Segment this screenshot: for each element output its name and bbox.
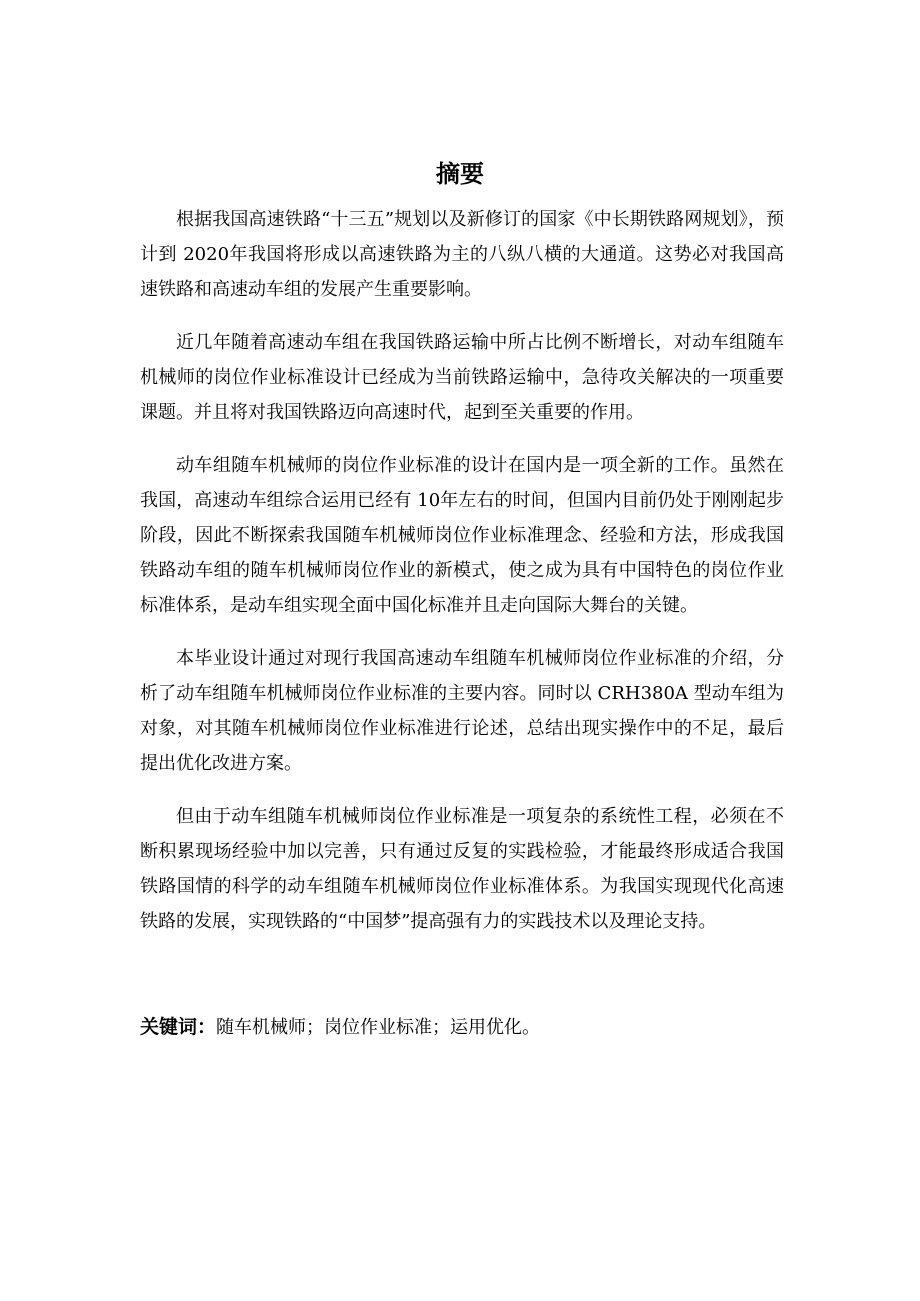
- keywords-line: [140, 1012, 784, 1043]
- abstract-paragraph-4: 本毕业设计通过对现行我国高速动车组随车机械师岗位作业标准的介绍，分析了动车组随车机械师岗位作业标准的主要内容。同时以 CRH380A 型动车组为对象，对其随车机械师岗位作业标准进行论述，总结出现实操作中的不足，最后提出优化改进方案。: [140, 648, 784, 774]
- keywords-label: 关键词：: [140, 1016, 217, 1038]
- abstract-paragraph-2: 近几年随着高速动车组在我国铁路运输中所占比例不断增长，对动车组随车机械师的岗位作业标准设计已经成为当前铁路运输中，急待攻关解决的一项重要课题。并且将对我国铁路迈向高速时代，起到至关重要的作用。: [140, 332, 784, 423]
- abstract-title: 摘要: [436, 160, 484, 188]
- keywords-text: 随车机械师；岗位作业标准；运用优化。: [216, 1017, 541, 1038]
- abstract-paragraph-5: 但由于动车组随车机械师岗位作业标准是一项复杂的系统性工程，必须在不断积累现场经验中加以完善，只有通过反复的实践检验，才能最终形成适合我国铁路国情的科学的动车组随车机械师岗位作业标准体系。为我国实现现代化高速铁路的发展，实现铁路的“中国梦”提高强有力的实践技术以及理论支持。: [140, 806, 784, 932]
- abstract-paragraph-3: 动车组随车机械师的岗位作业标准的设计在国内是一项全新的工作。虽然在我国，高速动车组综合运用已经有 10年左右的时间，但国内目前仍处于刚刚起步阶段，因此不断探索我国随车机械师岗位作业标准理念、经验和方法，形成我国铁路动车组的随车机械师岗位作业的新模式，使之成为具有中国特色的岗位作业标准体系，是动车组实现全面中国化标准并且走向国际大舞台的关键。: [140, 455, 784, 616]
- abstract-body: [140, 202, 784, 957]
- abstract-paragraph-1: 根据我国高速铁路“十三五”规划以及新修订的国家《中长期铁路网规划》，预计到 2020年我国将形成以高速铁路为主的八纵八横的大通道。这势必对我国高速铁路和高速动车组的发展产生重要影响。: [140, 209, 784, 300]
